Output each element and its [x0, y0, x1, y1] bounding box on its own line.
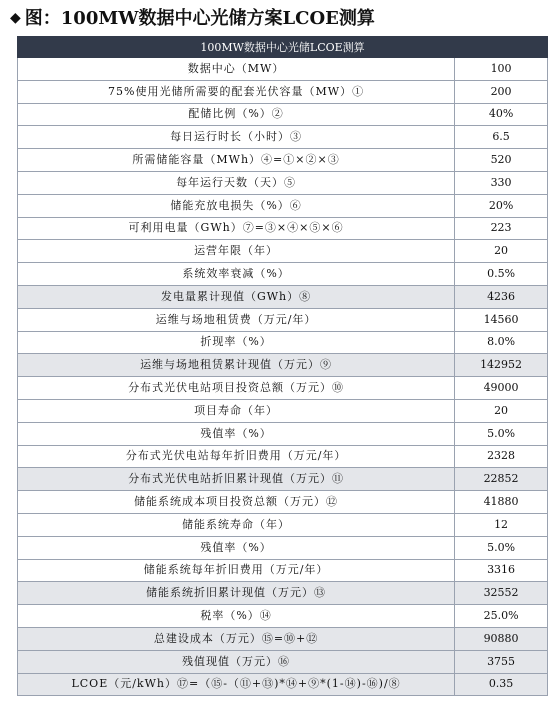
table-row [18, 627, 548, 650]
row-value: 12 [455, 513, 548, 536]
table-row [18, 650, 548, 673]
table-header-row [18, 37, 548, 58]
table-row [18, 58, 548, 81]
row-label: 储能系统寿命（年） [18, 513, 455, 536]
row-value: 142952 [455, 354, 548, 377]
row-value: 8.0% [455, 331, 548, 354]
row-label: 系统效率衰减（%） [18, 263, 455, 286]
row-value: 520 [455, 149, 548, 172]
row-value: 330 [455, 171, 548, 194]
row-label: 分布式光伏电站项目投资总额（万元）⑩ [18, 377, 455, 400]
row-label: 运营年限（年） [18, 240, 455, 263]
table-row [18, 285, 548, 308]
row-label: 残值率（%） [18, 422, 455, 445]
row-label: 分布式光伏电站每年折旧费用（万元/年） [18, 445, 455, 468]
table-row [18, 513, 548, 536]
row-value: 6.5 [455, 126, 548, 149]
row-value: 25.0% [455, 605, 548, 628]
table-row [18, 331, 548, 354]
table-row [18, 673, 548, 696]
table-row [18, 377, 548, 400]
row-label: 残值率（%） [18, 536, 455, 559]
table-row [18, 445, 548, 468]
row-label: 储能系统折旧累计现值（万元）⑬ [18, 582, 455, 605]
table-row [18, 171, 548, 194]
table-row [18, 491, 548, 514]
table-body [18, 58, 548, 696]
table-row [18, 582, 548, 605]
row-label: 每日运行时长（小时）③ [18, 126, 455, 149]
row-label: 分布式光伏电站折旧累计现值（万元）⑪ [18, 468, 455, 491]
table-row [18, 217, 548, 240]
row-label: 项目寿命（年） [18, 399, 455, 422]
row-label: 储能系统成本项目投资总额（万元）⑫ [18, 491, 455, 514]
row-label: 可利用电量（GWh）⑦=③×④×⑤×⑥ [18, 217, 455, 240]
table-header: 100MW数据中心光储LCOE测算 [18, 37, 548, 58]
figure-title-text: 图：100MW数据中心光储方案LCOE测算 [24, 8, 375, 29]
row-label: 75%使用光储所需要的配套光伏容量（MW）① [18, 80, 455, 103]
table-row [18, 536, 548, 559]
row-label: 运维与场地租赁费（万元/年） [18, 308, 455, 331]
row-label: 所需储能容量（MWh）④=①×②×③ [18, 149, 455, 172]
row-label: 总建设成本（万元）⑮=⑩+⑫ [18, 627, 455, 650]
table-row [18, 399, 548, 422]
table-row [18, 80, 548, 103]
table-row [18, 308, 548, 331]
table-row [18, 240, 548, 263]
row-value: 22852 [455, 468, 548, 491]
row-label: 折现率（%） [18, 331, 455, 354]
diamond-bullet-icon: ◆ [10, 10, 21, 26]
row-value: 20 [455, 399, 548, 422]
table-row [18, 354, 548, 377]
row-value: 3755 [455, 650, 548, 673]
row-value: 90880 [455, 627, 548, 650]
row-label: LCOE（元/kWh）⑰=（⑮-（⑪+⑬)*⑭+⑨*(1-⑭)-⑯)/⑧ [18, 673, 455, 696]
row-label: 税率（%）⑭ [18, 605, 455, 628]
row-value: 0.35 [455, 673, 548, 696]
row-value: 2328 [455, 445, 548, 468]
row-value: 100 [455, 58, 548, 81]
row-value: 20 [455, 240, 548, 263]
figure-title [10, 4, 375, 30]
row-value: 20% [455, 194, 548, 217]
row-label: 储能充放电损失（%）⑥ [18, 194, 455, 217]
table-row [18, 263, 548, 286]
table-row [18, 559, 548, 582]
table-row [18, 194, 548, 217]
row-label: 每年运行天数（天）⑤ [18, 171, 455, 194]
row-value: 4236 [455, 285, 548, 308]
row-value: 40% [455, 103, 548, 126]
table-row [18, 103, 548, 126]
row-label: 发电量累计现值（GWh）⑧ [18, 285, 455, 308]
row-label: 配储比例（%）② [18, 103, 455, 126]
row-value: 5.0% [455, 422, 548, 445]
row-value: 41880 [455, 491, 548, 514]
row-label: 残值现值（万元）⑯ [18, 650, 455, 673]
table-row [18, 605, 548, 628]
row-value: 49000 [455, 377, 548, 400]
row-label: 数据中心（MW） [18, 58, 455, 81]
row-label: 运维与场地租赁累计现值（万元）⑨ [18, 354, 455, 377]
row-value: 200 [455, 80, 548, 103]
row-value: 223 [455, 217, 548, 240]
row-value: 5.0% [455, 536, 548, 559]
table-row [18, 149, 548, 172]
row-value: 3316 [455, 559, 548, 582]
row-label: 储能系统每年折旧费用（万元/年） [18, 559, 455, 582]
table-row [18, 422, 548, 445]
lcoe-table [17, 36, 548, 696]
row-value: 14560 [455, 308, 548, 331]
table-row [18, 126, 548, 149]
row-value: 0.5% [455, 263, 548, 286]
row-value: 32552 [455, 582, 548, 605]
table-row [18, 468, 548, 491]
